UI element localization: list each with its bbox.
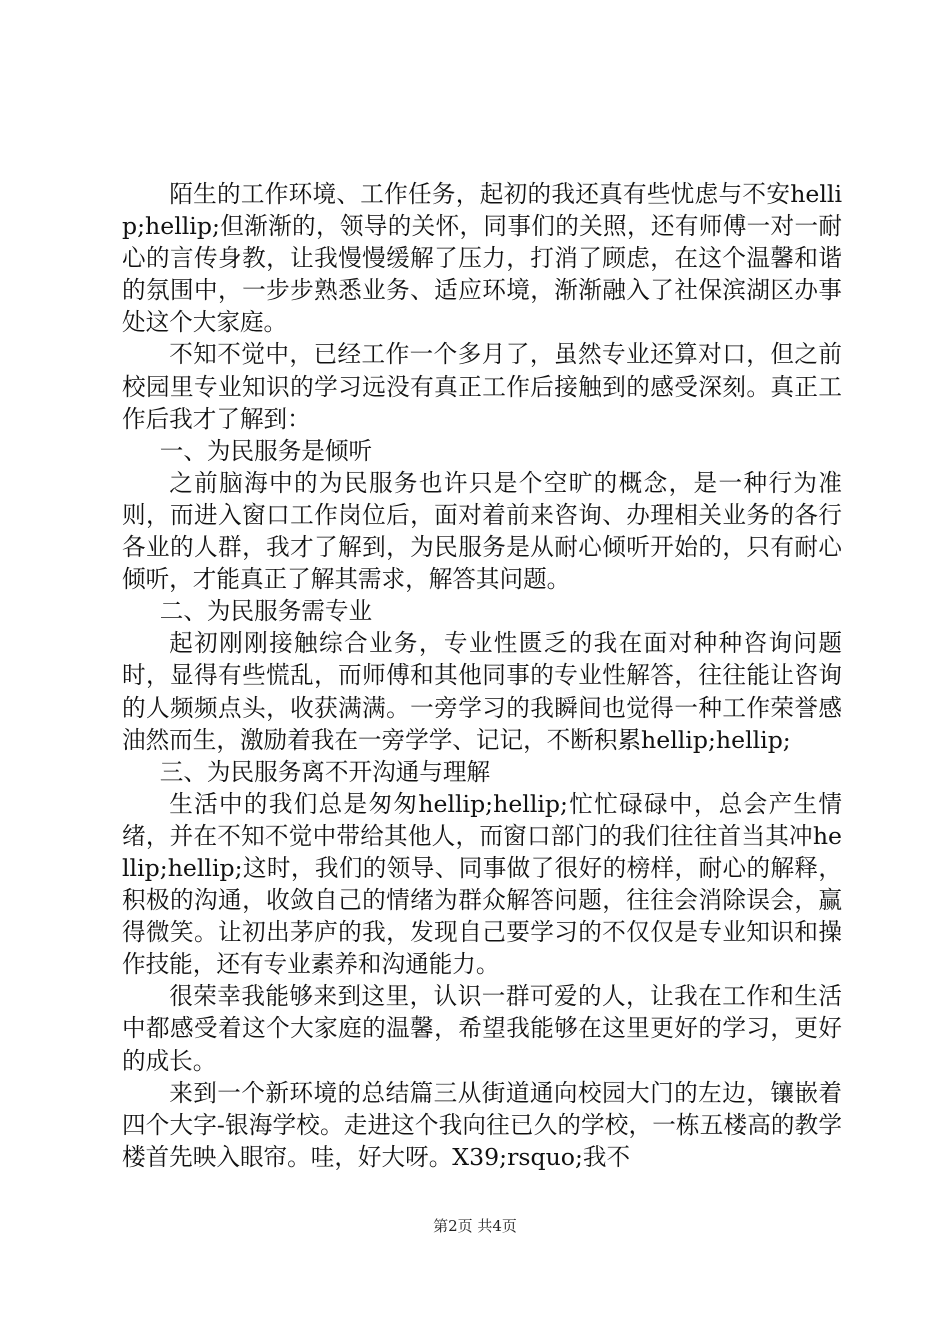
section-heading: 二、为民服务需专业	[159, 597, 373, 626]
page-number-footer: 第2页 共4页	[433, 1217, 517, 1235]
section-heading: 三、为民服务离不开沟通与理解	[159, 757, 491, 786]
paragraph: 生活中的我们总是匆匆hellip;hellip;忙忙碌碌中，总会产生情绪，并在不知不觉中带给其他人，而窗口部门的我们往往首当其冲hellip;hellip;这时，我们的领导、同事做了很好的榜样，耐心的解释，积极的沟通，收敛自己的情绪为群众解答问题，往往会消除误会，赢得微笑。让初出茅庐的我，发现自己要学习的不仅仅是专业知识和操作技能，还有专业素养和沟通能力。	[122, 789, 842, 979]
paragraph: 来到一个新环境的总结篇三从街道通向校园大门的左边，镶嵌着四个大字-银海学校。走进这个我向往已久的学校，一栋五楼高的教学楼首先映入眼帘。哇，好大呀。X39;rsquo;我不	[122, 1078, 842, 1171]
paragraph: 之前脑海中的为民服务也许只是个空旷的概念，是一种行为准则，而进入窗口工作岗位后，面对着前来咨询、办理相关业务的各行各业的人群，我才了解到，为民服务是从耐心倾听开始的，只有耐心倾听，才能真正了解其需求，解答其问题。	[122, 468, 842, 594]
paragraph: 不知不觉中，已经工作一个多月了，虽然专业还算对口，但之前校园里专业知识的学习远没有真正工作后接触到的感受深刻。真正工作后我才了解到：	[122, 340, 842, 433]
paragraph: 很荣幸我能够来到这里，认识一群可爱的人，让我在工作和生活中都感受着这个大家庭的温馨，希望我能够在这里更好的学习，更好的成长。	[122, 982, 842, 1075]
document-body	[122, 178, 842, 1173]
section-heading: 一、为民服务是倾听	[159, 436, 373, 465]
paragraph: 起初刚刚接触综合业务，专业性匮乏的我在面对种种咨询问题时，显得有些慌乱，而师傅和其他同事的专业性解答，往往能让咨询的人频频点头，收获满满。一旁学习的我瞬间也觉得一种工作荣誉感油然而生，激励着我在一旁学学、记记，不断积累hellip;hellip;	[122, 629, 842, 754]
paragraph: 陌生的工作环境、工作任务，起初的我还真有些忧虑与不安hellip;hellip;但渐渐的，领导的关怀，同事们的关照，还有师傅一对一耐心的言传身教，让我慢慢缓解了压力，打消了顾虑，在这个温馨和谐的氛围中，一步步熟悉业务、适应环境，渐渐融入了社保滨湖区办事处这个大家庭。	[122, 180, 842, 337]
